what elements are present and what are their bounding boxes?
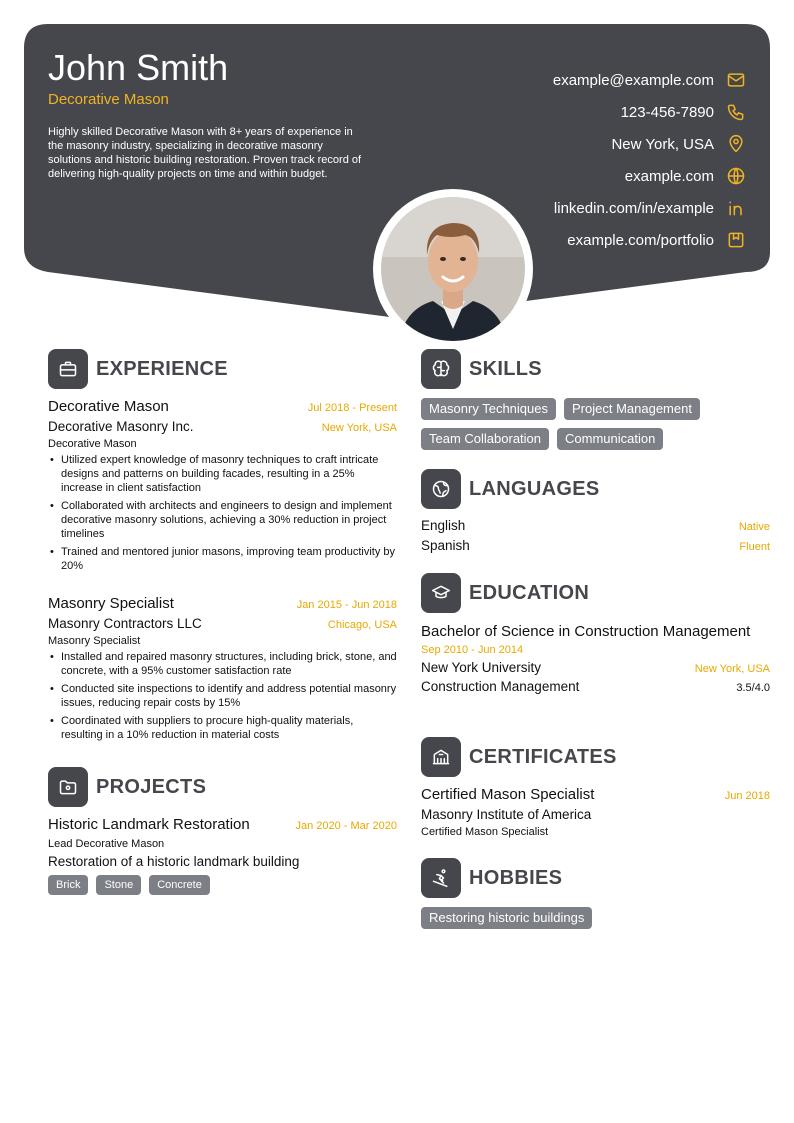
skills-title: SKILLS [469, 357, 542, 380]
job-dates: Jan 2015 - Jun 2018 [296, 599, 397, 611]
hobby-tag: Restoring historic buildings [421, 907, 592, 929]
project-name: Historic Landmark Restoration [48, 816, 250, 833]
job-location: Chicago, USA [327, 619, 397, 631]
experience-title: EXPERIENCE [96, 357, 228, 380]
experience-item [48, 398, 397, 577]
contact-location-text: New York, USA [611, 135, 714, 153]
contact-email-text[interactable]: example@example.com [552, 71, 714, 89]
language-level: Fluent [739, 541, 770, 553]
projects-title: PROJECTS [96, 775, 207, 798]
summary-text: Highly skilled Decorative Mason with 8+ years of experience in the masonry industry, specializing in decorative masonry solutions and historic building restoration. Proven track record of delivering high-quality projects on time and within budget. [48, 126, 362, 180]
certificate-detail: Certified Mason Specialist [421, 826, 549, 838]
phone-icon [726, 102, 746, 122]
project-dates: Jan 2020 - Mar 2020 [295, 820, 397, 832]
linkedin-icon [726, 198, 746, 218]
languages-list [421, 518, 770, 558]
job-position: Masonry Specialist [48, 595, 174, 612]
languages-section-header [421, 469, 599, 509]
contact-email[interactable] [486, 64, 746, 96]
language-name: Spanish [421, 538, 470, 553]
list-item: • Coordinated with suppliers to procure high-quality materials, resulting in a 10% reduction in material costs [48, 714, 397, 742]
project-tags [48, 875, 397, 895]
contact-linkedin[interactable] [486, 192, 746, 224]
list-item: • Trained and mentored junior masons, improving team productivity by 20% [48, 545, 397, 573]
contact-linkedin-text[interactable]: linkedin.com/in/example [553, 199, 714, 217]
project-role: Lead Decorative Mason [48, 838, 165, 850]
contact-phone-text[interactable]: 123-456-7890 [620, 103, 714, 121]
contact-location [486, 128, 746, 160]
list-item: • Utilized expert knowledge of masonry techniques to craft intricate designs and patterns on building facades, resulting in a 25% increase in client satisfaction [48, 453, 397, 495]
certificate-item [421, 786, 770, 838]
language-globe-icon [421, 469, 461, 509]
job-company: Decorative Masonry Inc. [48, 419, 194, 434]
skill-tag: Team Collaboration [421, 428, 549, 450]
certificate-date: Jun 2018 [724, 790, 770, 802]
project-description: Restoration of a historic landmark building [48, 854, 300, 869]
profile-photo [381, 197, 525, 341]
project-tag: Stone [96, 875, 141, 895]
certificates-title: CERTIFICATES [469, 745, 617, 768]
candidate-role: Decorative Mason [48, 91, 169, 108]
globe-icon [726, 166, 746, 186]
list-item: • Collaborated with architects and engineers to design and implement decorative masonry solutions, achieving a 30% reduction in project timelines [48, 499, 397, 541]
project-tag: Concrete [149, 875, 210, 895]
skill-tag: Masonry Techniques [421, 398, 556, 420]
project-item [48, 816, 397, 895]
education-degree: Bachelor of Science in Construction Management [421, 623, 751, 640]
project-tag: Brick [48, 875, 88, 895]
education-field: Construction Management [421, 679, 580, 694]
hobbies-tags [421, 907, 770, 937]
mail-icon [726, 70, 746, 90]
certificate-issuer: Masonry Institute of America [421, 807, 592, 822]
institution-icon [421, 737, 461, 777]
contact-phone[interactable] [486, 96, 746, 128]
job-subtitle: Decorative Mason [48, 438, 137, 450]
certificates-section-header [421, 737, 617, 777]
contact-website[interactable] [486, 160, 746, 192]
job-position: Decorative Mason [48, 398, 169, 415]
folder-icon [48, 767, 88, 807]
hobbies-section-header [421, 858, 562, 898]
certificate-name: Certified Mason Specialist [421, 786, 595, 803]
job-bullets [48, 650, 397, 742]
education-school: New York University [421, 660, 542, 675]
hobbies-title: HOBBIES [469, 866, 563, 889]
contact-website-text[interactable]: example.com [624, 167, 714, 185]
education-dates: Sep 2010 - Jun 2014 [421, 644, 524, 656]
experience-section-header [48, 349, 228, 389]
contact-list [486, 64, 746, 256]
job-bullets [48, 453, 397, 573]
skill-tag: Communication [557, 428, 663, 450]
list-item: • Conducted site inspections to identify and address potential masonry issues, reducing repair costs by 15% [48, 682, 397, 710]
job-subtitle: Masonry Specialist [48, 635, 141, 647]
projects-section-header [48, 767, 206, 807]
education-title: EDUCATION [469, 581, 590, 604]
skier-icon [421, 858, 461, 898]
contact-portfolio-text[interactable]: example.com/portfolio [567, 231, 714, 249]
list-item: • Installed and repaired masonry structures, including brick, stone, and concrete, with a 95% customer satisfaction rate [48, 650, 397, 678]
experience-item [48, 595, 397, 746]
education-gpa: 3.5/4.0 [736, 682, 770, 694]
brain-icon [421, 349, 461, 389]
job-dates: Jul 2018 - Present [307, 402, 397, 414]
languages-title: LANGUAGES [469, 477, 600, 500]
skill-tag: Project Management [564, 398, 700, 420]
skills-tags [421, 398, 770, 458]
briefcase-icon [48, 349, 88, 389]
job-company: Masonry Contractors LLC [48, 616, 202, 631]
language-name: English [421, 518, 466, 533]
location-pin-icon [726, 134, 746, 154]
education-item [421, 622, 770, 694]
graduation-cap-icon [421, 573, 461, 613]
skills-section-header [421, 349, 542, 389]
education-section-header [421, 573, 589, 613]
candidate-name: John Smith [48, 47, 229, 88]
education-location: New York, USA [694, 663, 770, 675]
job-location: New York, USA [321, 422, 397, 434]
language-level: Native [738, 521, 770, 533]
portfolio-icon [726, 230, 746, 250]
